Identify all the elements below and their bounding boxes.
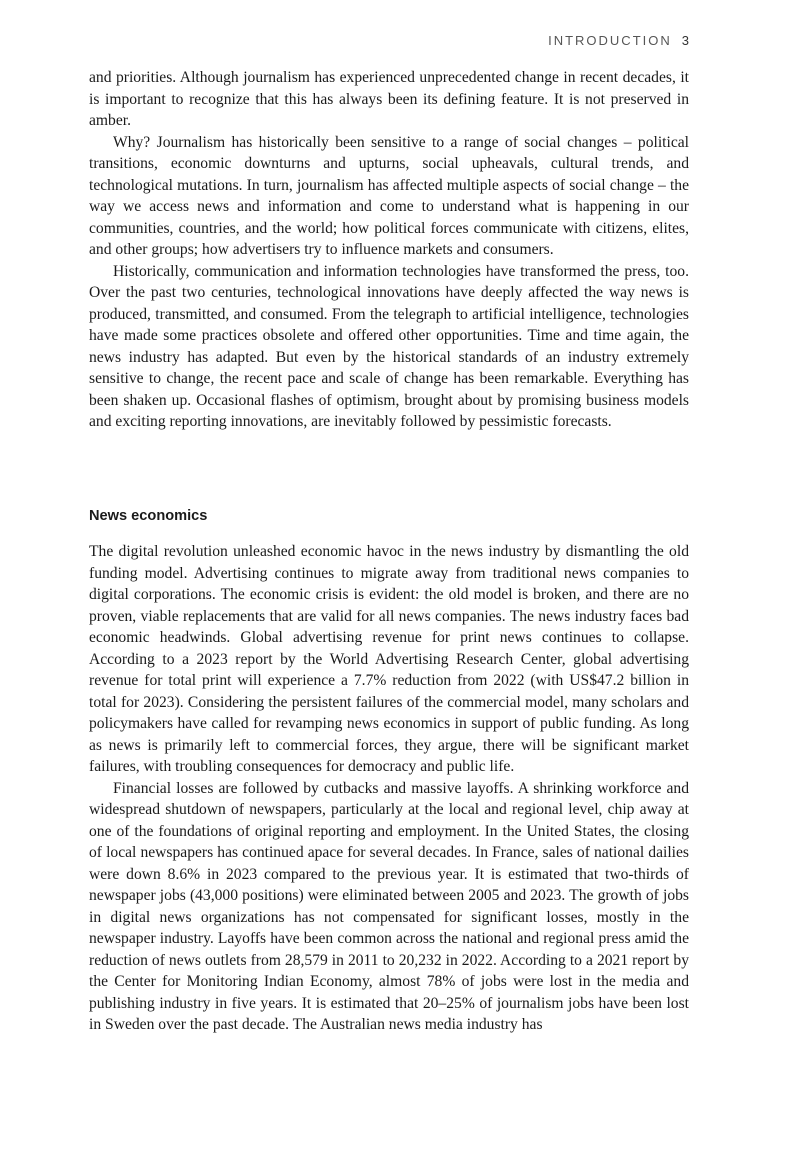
paragraph: The digital revolution unleashed economic havoc in the news industry by dismantling the old funding model. Advertising continues to migrate away from traditional news companies to digital corporations. The economic crisis is evident: the old model is broken, and there are no proven, viable replacements that are valid for all news companies. The news industry faces bad economic headwinds. Global advertising revenue for print news continues to collapse. According to a 2023 report by the World Advertising Research Center, global advertising revenue for total print will experience a 7.7% reduction from 2022 (with US$47.2 billion in total for 2023). Considering the persistent failures of the commercial model, many scholars and policymakers have called for revamping news economics in support of public funding. As long as news is primarily left to commercial forces, they argue, there will be significant market failures, with troubling consequences for democracy and public life. [89,543,689,775]
running-head [548,33,689,48]
paragraph: Historically, communication and information technologies have transformed the press, too. Over the past two centuries, technological innovations have deeply affected the way news is produced, transmitted, and consumed. From the telegraph to artificial intelligence, technologies have made some practices obsolete and offered other opportunities. Time and time again, the news industry has adapted. But even by the historical standards of an industry extremely sensitive to change, the recent pace and scale of change has been remarkable. Everything has been shaken up. Occasional flashes of optimism, brought about by promising business models and exciting reporting innovations, are inevitably followed by pessimistic forecasts. [89,262,689,430]
running-head-title: INTRODUCTION [548,33,672,48]
page-number: 3 [681,33,689,48]
paragraph: Financial losses are followed by cutbacks and massive layoffs. A shrinking workforce and widespread shutdown of newspapers, particularly at the local and regional level, chip away at one of the foundations of original reporting and employment. In the United States, the closing of local newspapers has continued apace for several decades. In France, sales of national dailies were down 8.6% in 2023 compared to the previous year. It is estimated that two-thirds of newspaper jobs (43,000 positions) were eliminated between 2005 and 2023. The growth of jobs in digital news organizations has not compensated for significant losses, mostly in the newspaper industry. Layoffs have been common across the national and regional press amid the reduction of news outlets from 28,579 in 2011 to 20,232 in 2022. According to a 2021 report by the Center for Monitoring Indian Economy, almost 78% of jobs were lost in the media and publishing industry in five years. It is estimated that 20–25% of journalism jobs have been lost in Sweden over the past decade. The Australian news media industry has [89,779,689,1033]
section-news-economics [89,541,689,1036]
paragraph: and priorities. Although journalism has experienced unprecedented change in recent decades, it is important to recognize that this has always been its defining feature. It is not preserved in amber. [89,69,689,129]
section-heading: News economics [89,508,208,524]
paragraph: Why? Journalism has historically been sensitive to a range of social changes – political transitions, economic downturns and upturns, social upheavals, cultural trends, and technological mutations. In turn, journalism has affected multiple aspects of social change – the way we access news and information and come to understand what is happening in our communities, countries, and the world; how political forces communicate with citizens, elites, and other groups; how advertisers try to influence markets and consumers. [89,133,689,258]
section-intro-continued [89,67,689,433]
